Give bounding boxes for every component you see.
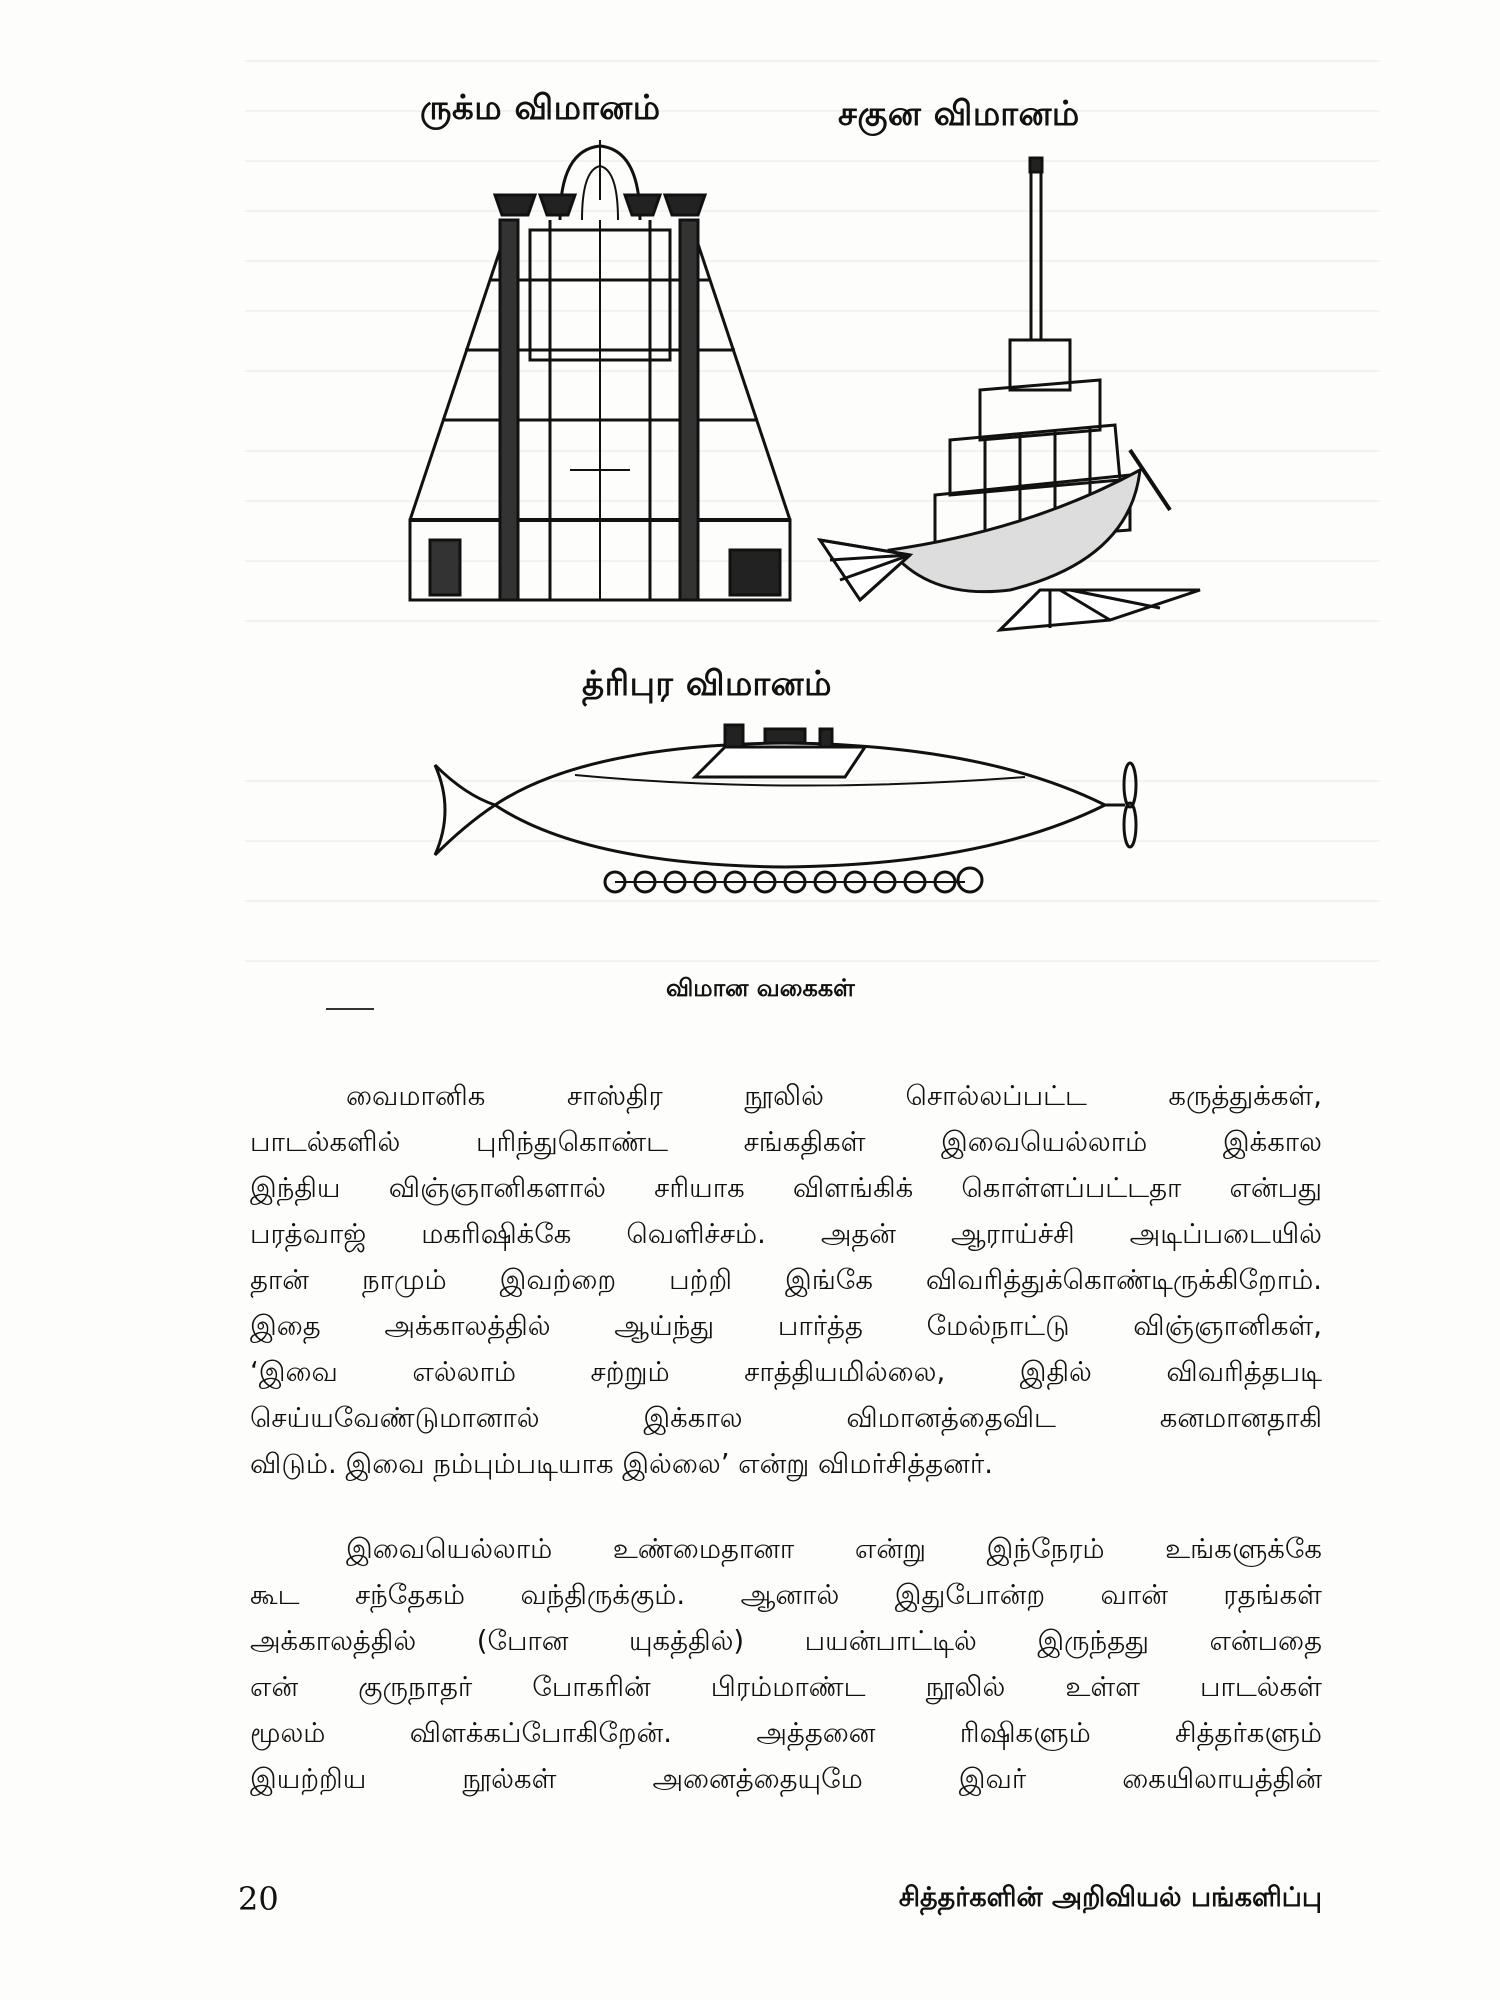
tripura-vimanam-illustration: [425, 715, 1145, 915]
text-line: ‘இவை எல்லாம் சற்றும் சாத்தியமில்லை, இதில் விவரித்தபடி: [250, 1356, 1322, 1388]
page-number: 20: [238, 1880, 279, 1918]
text-line: மூலம் விளக்கப்போகிறேன். அத்தனை ரிஷிகளும் சித்தர்களும்: [250, 1717, 1322, 1749]
short-rule: [326, 1008, 374, 1010]
text-line: இயற்றிய நூல்கள் அனைத்தையுமே இவர் கையிலாயத்தின்: [250, 1763, 1322, 1795]
text-line: என் குருநாதர் போகரின் பிரம்மாண்ட நூலில் உள்ள பாடல்கள்: [250, 1671, 1322, 1703]
text-line: அக்காலத்தில் (போன யுகத்தில்) பயன்பாட்டில் இருந்தது என்பதை: [250, 1625, 1322, 1657]
text-line: இதை அக்காலத்தில் ஆய்ந்து பார்த்த மேல்நாட்டு விஞ்ஞானிகள்,: [250, 1310, 1322, 1342]
text-line: கூட சந்தேகம் வந்திருக்கும். ஆனால் இதுபோன்ற வான் ரதங்கள்: [250, 1579, 1322, 1611]
text-line: தான் நாமும் இவற்றை பற்றி இங்கே விவரித்துக்கொண்டிருக்கிறோம்.: [250, 1264, 1322, 1296]
saguna-vimanam-label: சகுன விமானம்: [838, 94, 1080, 134]
saguna-vimanam-illustration: [810, 150, 1220, 640]
text-line: பரத்வாஜ் மகரிஷிக்கே வெளிச்சம். அதன் ஆராய்ச்சி அடிப்படையில்: [250, 1218, 1322, 1250]
tripura-vimanam-label: த்ரிபுர விமானம்: [582, 664, 832, 704]
text-line: இந்திய விஞ்ஞானிகளால் சரியாக விளங்கிக் கொள்ளப்பட்டதா என்பது: [250, 1172, 1322, 1204]
text-line: விடும். இவை நம்பும்படியாக இல்லை’ என்று விமர்சித்தனர்.: [250, 1448, 993, 1480]
figure-caption: விமான வகைகள்: [666, 974, 855, 1002]
text-line: வைமானிக சாஸ்திர நூலில் சொல்லப்பட்ட கருத்துக்கள்,: [346, 1080, 1322, 1112]
rukma-vimanam-label: ருக்ம விமானம்: [420, 88, 661, 128]
paragraph-2: [250, 1526, 1322, 1802]
paragraph-1: [250, 1073, 1322, 1487]
running-footer-title: சித்தர்களின் அறிவியல் பங்களிப்பு: [898, 1882, 1322, 1913]
text-line: இவையெல்லாம் உண்மைதானா என்று இந்நேரம் உங்களுக்கே: [346, 1533, 1322, 1565]
text-line: பாடல்களில் புரிந்துகொண்ட சங்கதிகள் இவையெல்லாம் இக்கால: [250, 1126, 1322, 1158]
text-line: செய்யவேண்டுமானால் இக்கால விமானத்தைவிட கனமானதாகி: [250, 1402, 1322, 1434]
rukma-vimanam-illustration: [400, 140, 800, 610]
